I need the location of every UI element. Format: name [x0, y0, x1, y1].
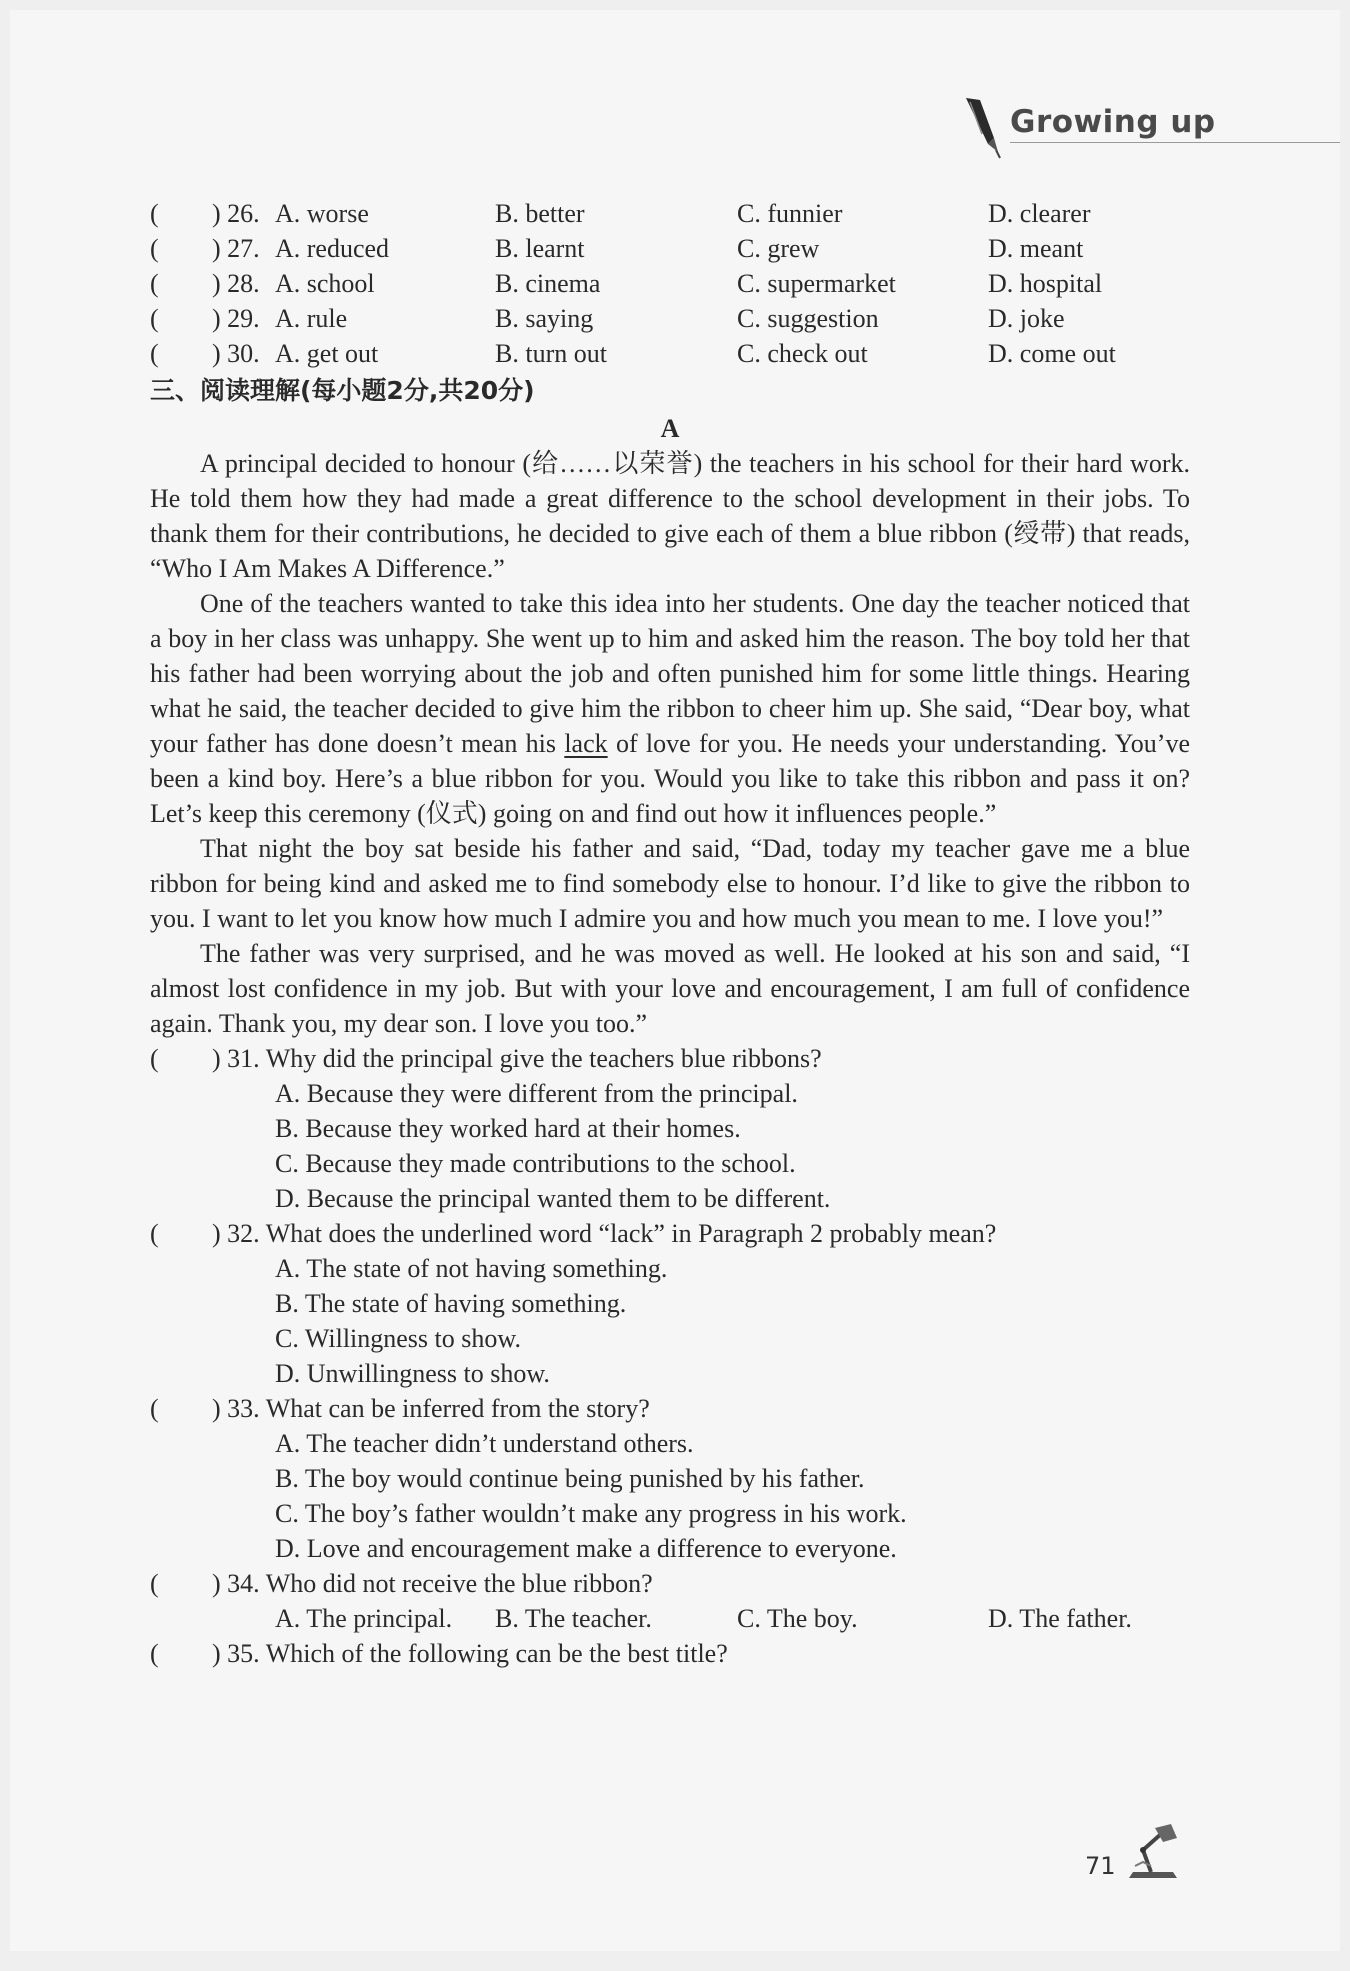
- cloze-row-27: [150, 231, 1190, 266]
- passage-letter: A: [660, 414, 680, 443]
- section-heading: 三、阅读理解(每小题2分,共20分): [150, 376, 535, 405]
- answer-bracket: (: [150, 1219, 159, 1248]
- cloze-row-26: [150, 196, 1190, 231]
- question-number: ) 26.: [212, 199, 260, 228]
- option-a: A. The state of not having something.: [275, 1254, 668, 1283]
- paragraph-text: of love for you. He needs your understanding. You’ve been a kind boy. Here’s a blue ribbon for you. Would you like to take this ribbon and pass it on? Let’s keep this ceremony (仪式) going on and find out how it influences people.”: [150, 729, 1191, 828]
- question-stem: ) 32. What does the underlined word “lack” in Paragraph 2 probably mean?: [212, 1219, 997, 1248]
- desk-lamp-icon: [1121, 1820, 1185, 1884]
- pen-icon: [960, 94, 1004, 160]
- option-b: B. cinema: [495, 269, 601, 298]
- option-b: B. Because they worked hard at their homes.: [275, 1114, 741, 1143]
- option-b: B. saying: [495, 304, 594, 333]
- option-b: B. better: [495, 199, 585, 228]
- answer-bracket: (: [150, 304, 159, 333]
- option-d: D. The father.: [988, 1604, 1132, 1633]
- cloze-row-28: [150, 266, 1190, 301]
- option-a: A. get out: [275, 339, 379, 368]
- option-d: D. come out: [988, 339, 1116, 368]
- option-c: C. grew: [737, 234, 820, 263]
- answer-bracket: (: [150, 199, 159, 228]
- option-c: C. supermarket: [737, 269, 896, 298]
- option-d: D. meant: [988, 234, 1084, 263]
- option-d: D. hospital: [988, 269, 1103, 298]
- option-d: D. Unwillingness to show.: [275, 1359, 550, 1388]
- option-a: A. worse: [275, 199, 369, 228]
- question-stem: ) 35. Which of the following can be the best title?: [212, 1639, 728, 1668]
- page-header: [960, 90, 1340, 160]
- page-footer: [1085, 1820, 1195, 1890]
- cloze-row-29: [150, 301, 1190, 336]
- question-stem-row: [150, 1041, 1190, 1076]
- option-d: D. joke: [988, 304, 1065, 333]
- question-number: ) 27.: [212, 234, 260, 263]
- option-c: C. Willingness to show.: [275, 1324, 521, 1353]
- workbook-page: [10, 10, 1340, 1951]
- passage-paragraph-4: The father was very surprised, and he was moved as well. He looked at his son and said, “I almost lost confidence in my job. But with your love and encouragement, I am full of confidence again. Thank you, my dear son. I love you too.”: [150, 939, 1190, 1038]
- option-c: C. The boy.: [737, 1604, 858, 1633]
- option-a: A. school: [275, 269, 375, 298]
- answer-bracket: (: [150, 1569, 159, 1598]
- option-b: B. The state of having something.: [275, 1289, 627, 1318]
- question-stem-row: [150, 1566, 1190, 1601]
- answer-bracket: (: [150, 269, 159, 298]
- page-number: 71: [1085, 1852, 1116, 1880]
- cloze-row-30: [150, 336, 1190, 371]
- option-c: C. funnier: [737, 199, 843, 228]
- option-c: C. The boy’s father wouldn’t make any progress in his work.: [275, 1499, 907, 1528]
- option-b: B. The teacher.: [495, 1604, 652, 1633]
- question-34: [150, 1566, 1190, 1636]
- question-33: [150, 1391, 1190, 1566]
- options-row: [150, 1601, 1190, 1636]
- passage-paragraph-3: That night the boy sat beside his father and said, “Dad, today my teacher gave me a blue ribbon for being kind and asked me to find somebody else to honour. I’d like to give the ribbon to you. I want to let you know how much I admire you and how much you mean to me. I love you!”: [150, 834, 1190, 933]
- header-rule: [1010, 142, 1340, 143]
- option-a: A. Because they were different from the principal.: [275, 1079, 798, 1108]
- paragraph-text: One of the teachers wanted to take this idea into her students. One day the teacher noticed that a boy in her class was unhappy. She went up to him and asked him the reason. The boy told her that his father had been worrying about the job and often punished him for some little things. Hearing what he said, the teacher decided to give him the ribbon to cheer him up. She said, “Dear boy, what your father has done doesn’t mean his: [150, 589, 1190, 758]
- question-35: [150, 1636, 1190, 1671]
- question-32: [150, 1216, 1190, 1391]
- passage-paragraph-2: [150, 586, 1190, 831]
- option-b: B. The boy would continue being punished by his father.: [275, 1464, 865, 1493]
- option-b: B. learnt: [495, 234, 585, 263]
- option-a: A. The principal.: [275, 1604, 453, 1633]
- question-stem: ) 33. What can be inferred from the story?: [212, 1394, 650, 1423]
- question-number: ) 29.: [212, 304, 260, 333]
- option-d: D. Love and encouragement make a difference to everyone.: [275, 1534, 897, 1563]
- question-stem-row: [150, 1636, 1190, 1671]
- answer-bracket: (: [150, 339, 159, 368]
- answer-bracket: (: [150, 1394, 159, 1423]
- header-title: Growing up: [1010, 104, 1216, 140]
- underlined-word: lack: [564, 729, 608, 758]
- cloze-options: [150, 196, 1190, 371]
- page-content: [150, 196, 1190, 1671]
- question-stem: ) 34. Who did not receive the blue ribbon?: [212, 1569, 653, 1598]
- option-d: D. Because the principal wanted them to be different.: [275, 1184, 831, 1213]
- question-number: ) 30.: [212, 339, 260, 368]
- answer-bracket: (: [150, 1639, 159, 1668]
- option-a: A. rule: [275, 304, 348, 333]
- option-a: A. The teacher didn’t understand others.: [275, 1429, 694, 1458]
- question-number: ) 28.: [212, 269, 260, 298]
- option-c: C. Because they made contributions to the school.: [275, 1149, 796, 1178]
- question-stem-row: [150, 1391, 1190, 1426]
- passage-paragraph-1: A principal decided to honour (给……以荣誉) the teachers in his school for their hard work. He told them how they had made a great difference to the school development in their jobs. To thank them for their contributions, he decided to give each of them a blue ribbon (绶带) that reads, “Who I Am Makes A Difference.”: [150, 449, 1190, 583]
- option-c: C. check out: [737, 339, 868, 368]
- question-stem-row: [150, 1216, 1190, 1251]
- option-b: B. turn out: [495, 339, 607, 368]
- question-stem: ) 31. Why did the principal give the teachers blue ribbons?: [212, 1044, 822, 1073]
- question-31: [150, 1041, 1190, 1216]
- option-d: D. clearer: [988, 199, 1091, 228]
- option-c: C. suggestion: [737, 304, 879, 333]
- option-a: A. reduced: [275, 234, 390, 263]
- answer-bracket: (: [150, 1044, 159, 1073]
- answer-bracket: (: [150, 234, 159, 263]
